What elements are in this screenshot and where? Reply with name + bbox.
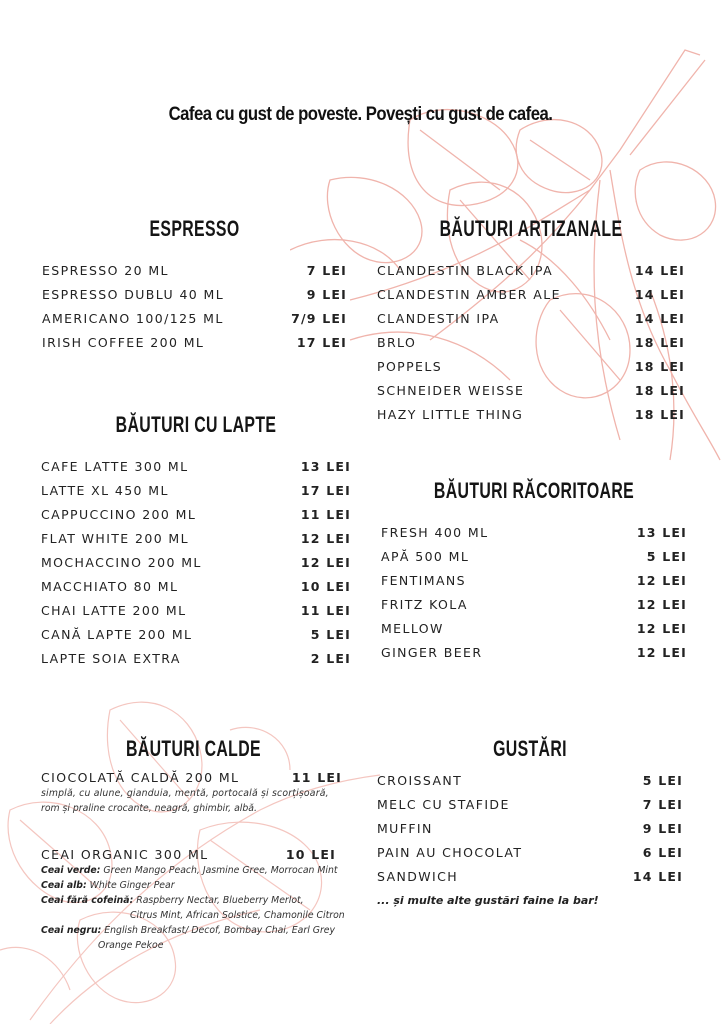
item-name: MELC CU STAFIDE (377, 796, 510, 812)
item-name: FENTIMANS (381, 572, 466, 588)
menu-item-ceai (41, 845, 346, 863)
menu-item (41, 598, 351, 622)
item-price: 11 LEI (300, 602, 351, 618)
item-price: 14 LEI (634, 310, 685, 326)
menu-item (42, 282, 347, 306)
section-artizanale (377, 214, 685, 426)
item-name: MOCHACCINO 200 ML (41, 554, 202, 570)
item-name: APĂ 500 ML (381, 548, 470, 564)
item-price: 13 LEI (636, 524, 687, 540)
menu-item (377, 792, 683, 816)
menu-item (377, 840, 683, 864)
item-name: MUFFIN (377, 820, 433, 836)
item-name: CANĂ LAPTE 200 ML (41, 626, 193, 642)
menu-item (381, 544, 687, 568)
item-name: CAFE LATTE 300 ML (41, 458, 189, 474)
item-name: ESPRESSO DUBLU 40 ML (42, 286, 225, 302)
tea-alb (41, 878, 346, 893)
item-name: CLANDESTIN IPA (377, 310, 500, 326)
item-name: ESPRESSO 20 ML (42, 262, 169, 278)
section-title: BĂUTURI ARTIZANALE (439, 216, 623, 241)
tea-label: Ceai fără cofeină: (41, 895, 134, 906)
item-name: SCHNEIDER WEISSE (377, 382, 525, 398)
item-price: 14 LEI (634, 262, 685, 278)
item-name: FRITZ KOLA (381, 596, 468, 612)
menu-item (381, 520, 687, 544)
item-name: CROISSANT (377, 772, 463, 788)
item-price: 5 LEI (646, 548, 687, 564)
item-name: CLANDESTIN AMBER ALE (377, 286, 561, 302)
section-title: BĂUTURI RĂCORITOARE (433, 478, 635, 503)
item-name: CLANDESTIN BLACK IPA (377, 262, 554, 278)
menu-item (377, 378, 685, 402)
item-price: 9 LEI (642, 820, 683, 836)
menu-item (41, 574, 351, 598)
menu-item (377, 354, 685, 378)
item-price: 10 LEI (300, 578, 351, 594)
item-price: 12 LEI (300, 554, 351, 570)
tea-verde (41, 863, 346, 878)
item-price: 14 LEI (632, 868, 683, 884)
tea-list: White Ginger Pear (86, 880, 175, 891)
item-name: CAPPUCCINO 200 ML (41, 506, 197, 522)
menu-item (381, 616, 687, 640)
section-title: BĂUTURI CU LAPTE (115, 412, 277, 437)
item-price: 13 LEI (300, 458, 351, 474)
menu-item (41, 622, 351, 646)
item-price: 18 LEI (634, 406, 685, 422)
item-name: FLAT WHITE 200 ML (41, 530, 189, 546)
menu-item (42, 258, 347, 282)
section-calde (41, 734, 346, 953)
item-price: 17 LEI (296, 334, 347, 350)
menu-item (41, 526, 351, 550)
item-name: AMERICANO 100/125 ML (42, 310, 224, 326)
menu-item (41, 478, 351, 502)
section-racoritoare (381, 476, 687, 664)
tea-list-continued: Orange Pekoe (98, 940, 164, 951)
item-price: 6 LEI (642, 844, 683, 860)
item-name: PAIN AU CHOCOLAT (377, 844, 523, 860)
item-price: 5 LEI (642, 772, 683, 788)
menu-item (377, 816, 683, 840)
item-name: CHAI LATTE 200 ML (41, 602, 187, 618)
tea-fara-cofeina (41, 893, 346, 908)
tea-list: Raspberry Nectar, Blueberry Merlot, (133, 895, 304, 906)
menu-item (377, 402, 685, 426)
item-price: 10 LEI (285, 846, 336, 862)
menu-item-ciocolata (41, 768, 346, 786)
menu-item (377, 864, 683, 888)
item-name: HAZY LITTLE THING (377, 406, 524, 422)
item-name: MACCHIATO 80 ML (41, 578, 179, 594)
item-price: 12 LEI (636, 572, 687, 588)
section-title: ESPRESSO (149, 216, 240, 241)
menu-item (377, 330, 685, 354)
item-name: GINGER BEER (381, 644, 483, 660)
tea-label: Ceai verde: (41, 865, 101, 876)
item-price: 2 LEI (310, 650, 351, 666)
tea-label: Ceai alb: (41, 880, 87, 891)
item-name: LATTE XL 450 ML (41, 482, 169, 498)
item-price: 18 LEI (634, 358, 685, 374)
menu-item (41, 502, 351, 526)
tagline: Cafea cu gust de poveste. Povești cu gust de cafea. (168, 104, 553, 125)
section-espresso (42, 214, 347, 354)
item-price: 18 LEI (634, 334, 685, 350)
item-name: BRLO (377, 334, 417, 350)
menu-item (41, 646, 351, 670)
menu-item (41, 550, 351, 574)
item-price: 7/9 LEI (291, 310, 347, 326)
menu-item (42, 330, 347, 354)
menu-item (381, 640, 687, 664)
tea-list: Green Mango Peach, Jasmine Gree, Morrocan Mint (100, 865, 338, 876)
menu-item (377, 282, 685, 306)
item-description: simplă, cu alune, gianduia, mentă, portocală și scorțișoară, (41, 788, 329, 799)
section-gustari (377, 734, 683, 907)
item-price: 11 LEI (300, 506, 351, 522)
gustari-note: ... și multe alte gustări faine la bar! (377, 894, 599, 907)
section-title: BĂUTURI CALDE (126, 736, 261, 761)
item-description: rom și praline crocante, neagră, ghimbir, albă. (41, 803, 257, 814)
item-name: CIOCOLATĂ CALDĂ 200 ML (41, 769, 240, 785)
menu-item (381, 568, 687, 592)
item-name: CEAI ORGANIC 300 ML (41, 846, 209, 862)
item-price: 14 LEI (634, 286, 685, 302)
item-name: IRISH COFFEE 200 ML (42, 334, 205, 350)
menu-item (377, 306, 685, 330)
tea-label: Ceai negru: (41, 925, 102, 936)
menu-item (42, 306, 347, 330)
menu-item (41, 454, 351, 478)
item-price: 12 LEI (300, 530, 351, 546)
item-name: SANDWICH (377, 868, 459, 884)
item-price: 7 LEI (642, 796, 683, 812)
item-price: 7 LEI (306, 262, 347, 278)
item-price: 9 LEI (306, 286, 347, 302)
item-name: FRESH 400 ML (381, 524, 489, 540)
menu-item (381, 592, 687, 616)
tea-negru (41, 923, 346, 938)
item-price: 12 LEI (636, 644, 687, 660)
item-price: 5 LEI (310, 626, 351, 642)
menu-item (377, 768, 683, 792)
tea-list: English Breakfast/ Decof, Bombay Chai, Earl Grey (101, 925, 335, 936)
item-name: LAPTE SOIA EXTRA (41, 650, 181, 666)
menu-item (377, 258, 685, 282)
tea-list-continued: Citrus Mint, African Solstice, Chamonile Citron (130, 910, 345, 921)
item-name: POPPELS (377, 358, 443, 374)
item-price: 18 LEI (634, 382, 685, 398)
item-price: 12 LEI (636, 596, 687, 612)
item-price: 12 LEI (636, 620, 687, 636)
section-lapte (41, 410, 351, 670)
item-name: MELLOW (381, 620, 444, 636)
item-price: 11 LEI (291, 769, 342, 785)
section-title: GUSTĂRI (493, 736, 567, 761)
item-price: 17 LEI (300, 482, 351, 498)
